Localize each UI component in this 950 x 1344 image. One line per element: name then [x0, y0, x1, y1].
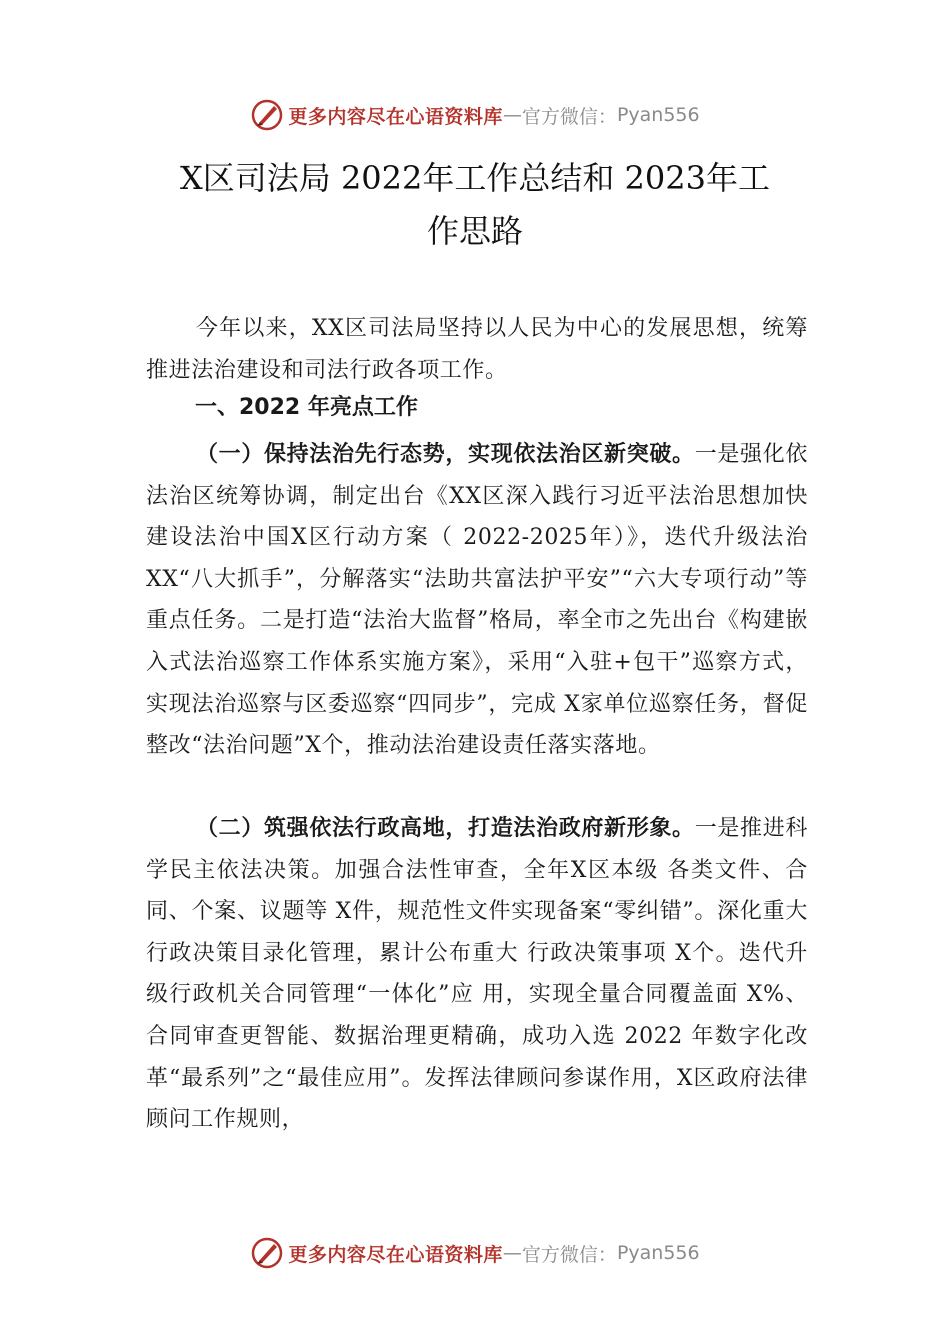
watermark-banner-top	[0, 95, 950, 135]
document-title	[150, 152, 800, 258]
brush-logo-icon	[250, 98, 284, 132]
watermark-brand: 更多内容尽在心语资料库	[288, 1243, 503, 1266]
watermark-wechat-label: 官方微信：	[521, 105, 617, 128]
intro-paragraph: 今年以来，XX区司法局坚持以人民为中心的发展思想，统筹推进法治建设和司法行政各项工作。	[146, 316, 808, 383]
watermark-brand: 更多内容尽在心语资料库	[288, 105, 503, 128]
item-1-paragraph	[146, 434, 808, 767]
watermark-wechat-id: Pyan556	[616, 1242, 700, 1264]
brush-logo-icon	[250, 1236, 284, 1270]
watermark-wechat-id: Pyan556	[616, 104, 700, 126]
item-2-heading: （二）筑强依法行政高地，打造法治政府新形象。	[196, 815, 695, 841]
watermark-dash: —	[502, 104, 522, 126]
item-1-body: 一是强化依法治区统筹协调，制定出台《XX区深入践行习近平法治思想加快建设法治中国X区行动方案（ 2022-2025年）》，迭代升级法治 XX“八大抓手”，分解落实“法助共富法护平安”“六大专项行动”等重点任务。二是打造“法治大监督”格局，率全市之先出台《构建嵌入式法治巡察工作体系实施方案》，采用“入驻+包干”巡察方式，实现法治巡察与区委巡察“四同步”，完成 X家单位巡察任务，督促整改“法治问题”X个，推动法治建设责任落实落地。	[146, 442, 808, 759]
item-2-paragraph	[146, 808, 808, 1141]
watermark-dash: —	[502, 1242, 522, 1264]
title-line-1: X区司法局 2022年工作总结和 2023年工	[179, 159, 770, 197]
item-1-heading: （一）保持法治先行态势，实现依法治区新突破。	[196, 441, 695, 467]
item-2-body: 一是推进科学民主依法决策。加强合法性审查，全年X区本级 各类文件、合同、个案、议题等 X件，规范性文件实现备案“零纠错”。深化重大行政决策目录化管理，累计公布重大 行政决策事项 X个。迭代升级行政机关合同管理“一体化”应 用，实现全量合同覆盖面 X%、合同审查更智能、数据治理更精确，成功入选 2022 年数字化改革“最系列”之“最佳应用”。发挥法律顾问参谋作用，X区政府法律顾问工作规则，	[146, 816, 808, 1133]
section-heading-1: 一、2022 年亮点工作	[195, 395, 418, 420]
watermark-banner-bottom	[0, 1233, 950, 1273]
title-line-2: 作思路	[426, 212, 523, 250]
watermark-wechat-label: 官方微信：	[521, 1243, 617, 1266]
